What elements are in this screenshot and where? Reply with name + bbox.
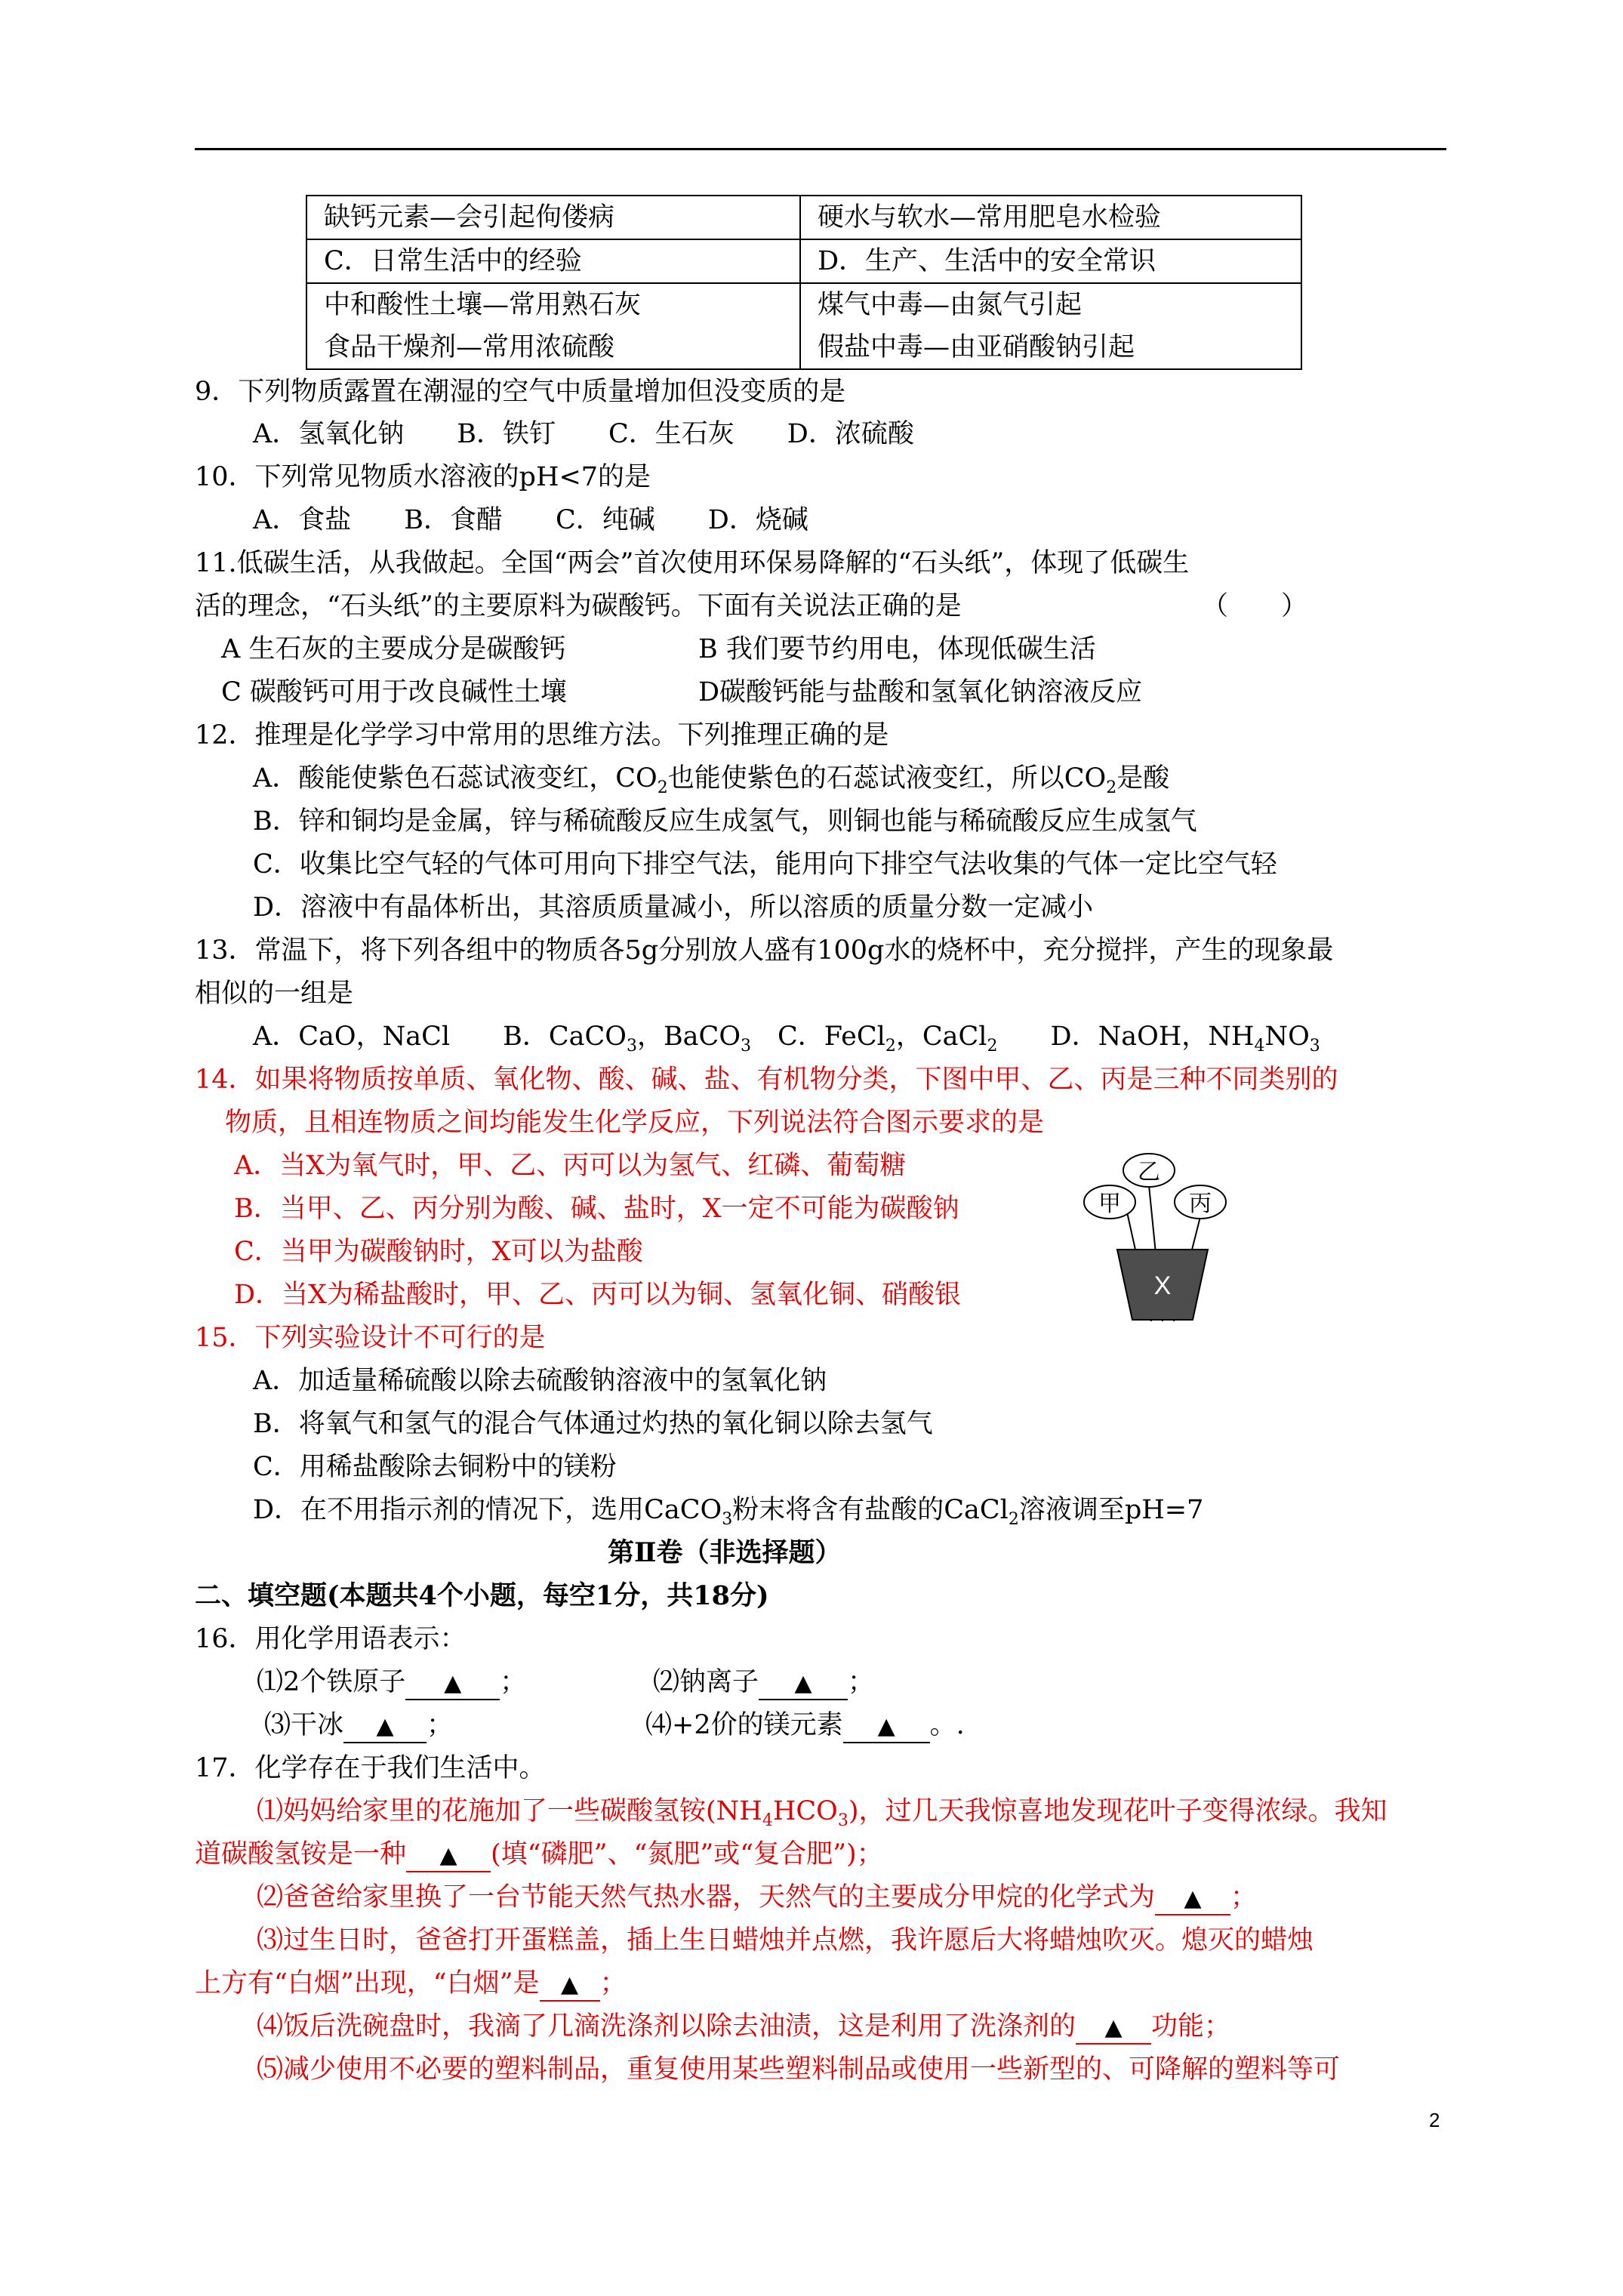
- flowerpot-diagram: [1079, 1148, 1246, 1321]
- table-cell: C．日常生活中的经验: [306, 239, 800, 283]
- question-17-part: ⑴妈妈给家里的花施加了一些碳酸氢铵$(NH_4HCO_3)$，过几天我惊喜地发现花叶子变得浓绿。我知: [257, 1796, 1387, 1830]
- table-cell: [800, 283, 1301, 369]
- pot-x-label: X: [1153, 1271, 1172, 1300]
- answer-marker: ▲: [1184, 1885, 1202, 1912]
- question-12-option: A．酸能使紫色石蕊试液变红，$CO_2$也能使紫色的石蕊试液变红，所以$CO_2$是酸: [253, 763, 1170, 797]
- question-17-part: ⑶过生日时，爸爸打开蛋糕盖，插上生日蜡烛并点燃，我许愿后大将蜡烛吹灭。熄灭的蜡烛: [257, 1925, 1314, 1955]
- knowledge-table: [306, 195, 1302, 370]
- question-11-option: D碳酸钙能与盐酸和氢氧化钠溶液反应: [698, 677, 1143, 707]
- table-line: 食品干燥剂—常用浓硫酸: [324, 332, 615, 362]
- question-13-stem: 13．常温下，将下列各组中的物质各5g分别放人盛有100g水的烧杯中，充分搅拌，产生的现象最: [195, 935, 1334, 966]
- answer-marker: ▲: [794, 1670, 812, 1697]
- question-16-item: ⑷+2价的镁元素 ▲ 。.: [645, 1709, 965, 1743]
- table-cell: [306, 283, 800, 369]
- table-cell: D．生产、生活中的安全常识: [800, 239, 1301, 283]
- question-11-stem: 11.低碳生活，从我做起。全国“两会”首次使用环保易降解的“石头纸”，体现了低碳生: [195, 548, 1190, 578]
- answer-marker: ▲: [561, 1971, 579, 1998]
- question-14-option: C．当甲为碳酸钠时，X可以为盐酸: [234, 1237, 643, 1267]
- question-12-option: D．溶液中有晶体析出，其溶质质量减小，所以溶质的质量分数一定减小: [253, 892, 1094, 923]
- question-17-part: 道碳酸氢铵是一种 ▲ (填“磷肥”、“氮肥”或“复合肥”)；: [195, 1838, 883, 1872]
- question-11-option: A 生石灰的主要成分是碳酸钙: [221, 634, 566, 664]
- question-14-option: D．当X为稀盐酸时，甲、乙、丙可以为铜、氢氧化铜、硝酸银: [234, 1280, 961, 1310]
- question-15-option: C．用稀盐酸除去铜粉中的镁粉: [253, 1452, 617, 1482]
- question-16-item: ⑴2个铁原子 ▲ ；: [257, 1666, 526, 1700]
- question-17-part: ⑵爸爸给家里换了一台节能天然气热水器，天然气的主要成分甲烷的化学式为 ▲ ；: [257, 1881, 1257, 1915]
- question-9-stem: 9．下列物质露置在潮湿的空气中质量增加但没变质的是: [195, 377, 846, 407]
- question-16-item: ⑶干冰 ▲ ；: [264, 1709, 453, 1743]
- question-12-stem: 12．推理是化学学习中常用的思维方法。下列推理正确的是: [195, 720, 889, 750]
- question-15-option: D．在不用指示剂的情况下，选用CaCO$_3$粉末将含有盐酸的CaCl$_2$溶液调至pH=7: [253, 1495, 1204, 1529]
- question-10-options: A．食盐 B．食醋 C．纯碱 D．烧碱: [253, 505, 808, 535]
- question-16-stem: 16．用化学用语表示：: [195, 1624, 467, 1654]
- table-line: 假盐中毒—由亚硝酸钠引起: [818, 332, 1135, 362]
- table-line: 煤气中毒—由氮气引起: [818, 290, 1083, 320]
- question-17-part: ⑸减少使用不必要的塑料制品，重复使用某些塑料制品或使用一些新型的、可降解的塑料等可: [257, 2054, 1341, 2085]
- node-yi-label: 乙: [1138, 1159, 1160, 1185]
- question-15-option: B．将氧气和氢气的混合气体通过灼热的氧化铜以除去氢气: [253, 1409, 933, 1439]
- question-13-stem: 相似的一组是: [195, 978, 354, 1009]
- question-11-option: C 碳酸钙可用于改良碱性土壤: [221, 677, 567, 707]
- answer-parentheses: （ ）: [1202, 591, 1308, 621]
- header-rule: [195, 148, 1446, 150]
- question-12-option: C．收集比空气轻的气体可用向下排空气法，能用向下排空气法收集的气体一定比空气轻: [253, 849, 1277, 880]
- page-number: 2: [1429, 2109, 1440, 2131]
- section-title: 第Ⅱ卷（非选择题）: [608, 1537, 842, 1568]
- question-17-stem: 17．化学存在于我们生活中。: [195, 1753, 546, 1783]
- question-16-item: ⑵钠离子 ▲ ；: [653, 1666, 874, 1700]
- node-bing-label: 丙: [1189, 1191, 1212, 1217]
- node-jia-label: 甲: [1098, 1191, 1121, 1217]
- question-10-stem: 10．下列常见物质水溶液的pH<7的是: [195, 462, 651, 492]
- part-title: 二、填空题(本题共4个小题，每空1分，共18分): [195, 1580, 769, 1611]
- answer-marker: ▲: [877, 1713, 895, 1740]
- question-11-stem: 活的理念，“石头纸”的主要原料为碳酸钙。下面有关说法正确的是: [195, 591, 962, 621]
- question-15-option: A．加适量稀硫酸以除去硫酸钠溶液中的氢氧化钠: [253, 1366, 827, 1396]
- table-cell: 缺钙元素—会引起佝偻病: [306, 196, 800, 239]
- question-17-part: ⑷饭后洗碗盘时，我滴了几滴洗涤剂以除去油渍，这是利用了洗涤剂的 ▲ 功能；: [257, 2010, 1230, 2045]
- question-14-stem: 14．如果将物质按单质、氧化物、酸、碱、盐、有机物分类，下图中甲、乙、丙是三种不同类别的: [195, 1065, 1338, 1095]
- answer-marker: ▲: [444, 1670, 462, 1697]
- question-17-part: 上方有“白烟”出现，“白烟”是 ▲ ；: [195, 1967, 627, 2002]
- answer-marker: ▲: [376, 1713, 394, 1740]
- question-14-option: B．当甲、乙、丙分别为酸、碱、盐时，X一定不可能为碳酸钠: [234, 1194, 959, 1224]
- answer-marker: ▲: [1104, 2014, 1123, 2041]
- question-12-option: B．锌和铜均是金属，锌与稀硫酸反应生成氢气，则铜也能与稀硫酸反应生成氢气: [253, 806, 1197, 837]
- table-line: 中和酸性土壤—常用熟石灰: [324, 290, 642, 320]
- question-15-stem: 15．下列实验设计不可行的是: [195, 1323, 546, 1353]
- question-14-stem: 物质，且相连物质之间均能发生化学反应，下列说法符合图示要求的是: [225, 1108, 1045, 1138]
- answer-marker: ▲: [439, 1842, 457, 1869]
- question-11-option: B 我们要节约用电，体现低碳生活: [698, 634, 1096, 664]
- question-14-option: A．当X为氧气时，甲、乙、丙可以为氢气、红磷、葡萄糖: [234, 1151, 907, 1181]
- table-cell: 硬水与软水—常用肥皂水检验: [800, 196, 1301, 239]
- question-13-options: A．CaO，NaCl B．CaCO$_3$，BaCO$_3$ C．FeCl$_2$，CaCl$_2$ D．NaOH，$NH_4NO_3$: [253, 1022, 1320, 1056]
- question-9-options: A．氢氧化钠 B．铁钉 C．生石灰 D．浓硫酸: [253, 419, 914, 449]
